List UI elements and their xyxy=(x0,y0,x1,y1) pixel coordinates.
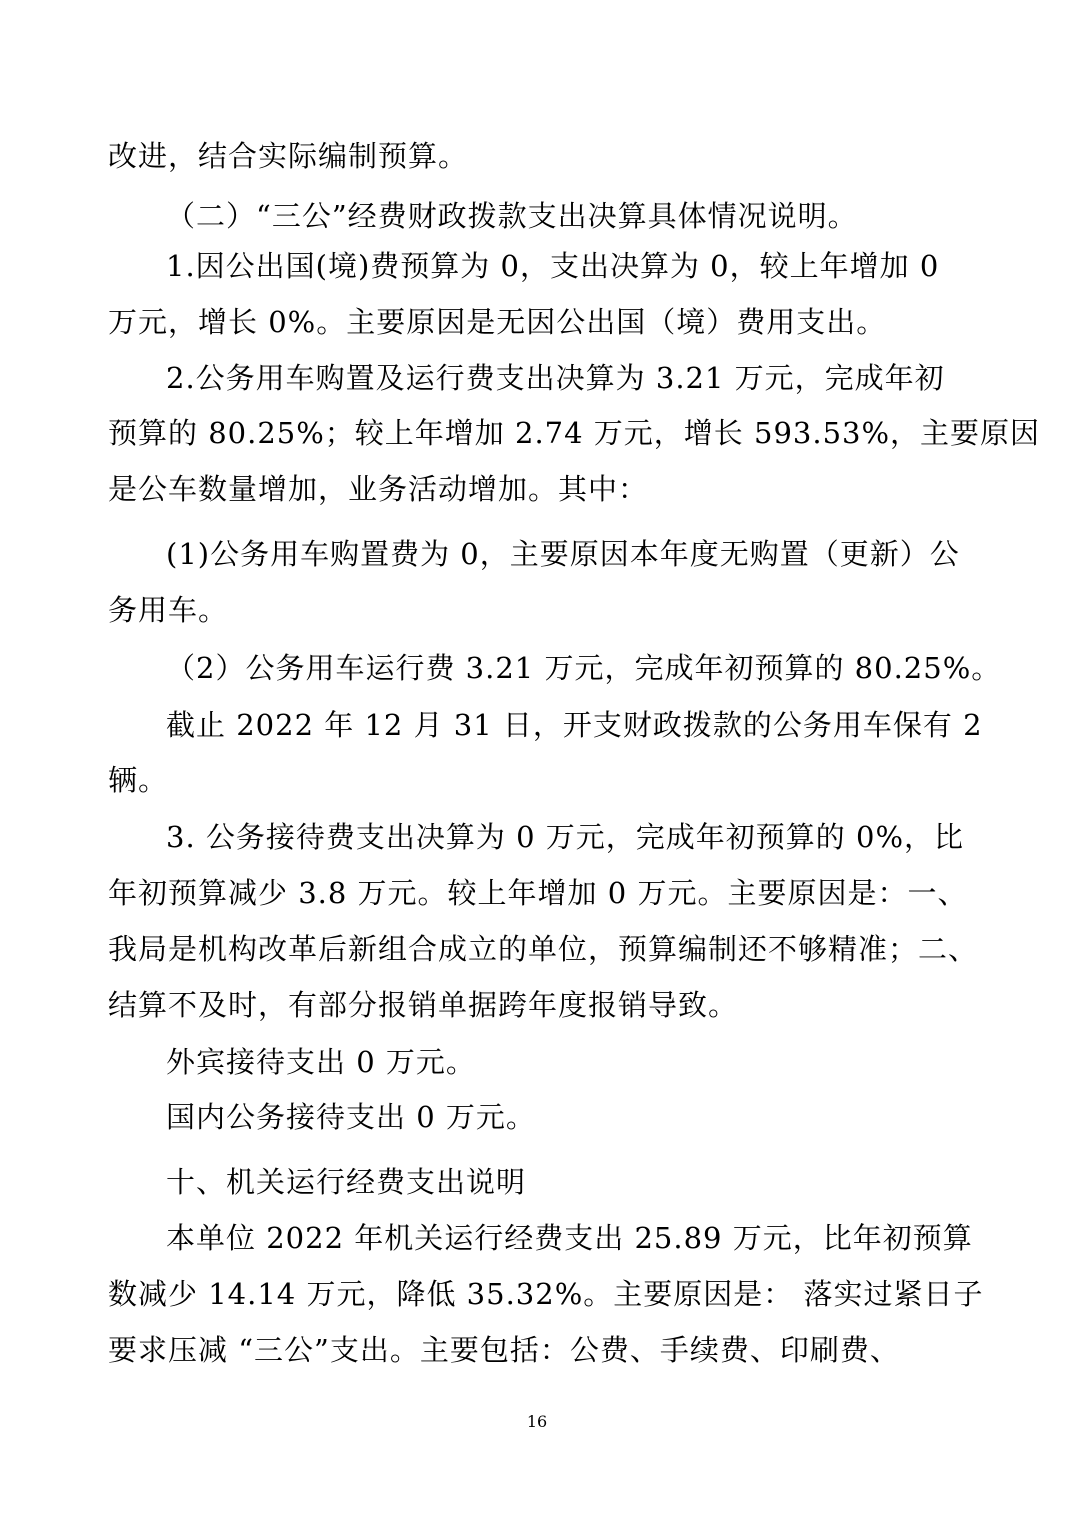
body-line: 截止 2022 年 12 月 31 日，开支财政拨款的公务用车保有 2 xyxy=(166,708,983,742)
body-line: 务用车。 xyxy=(108,593,229,627)
body-line: 数减少 14.14 万元，降低 35.32%。主要原因是： 落实过紧日子 xyxy=(108,1277,984,1311)
body-line: 要求压减 “三公”支出。主要包括：公费、手续费、印刷费、 xyxy=(108,1333,900,1367)
body-line: 年初预算减少 3.8 万元。较上年增加 0 万元。主要原因是：一、 xyxy=(108,876,968,910)
section-heading: 十、机关运行经费支出说明 xyxy=(166,1165,527,1199)
body-line: 外宾接待支出 0 万元。 xyxy=(166,1045,476,1079)
body-line: 本单位 2022 年机关运行经费支出 25.89 万元，比年初预算 xyxy=(166,1221,973,1255)
body-line: (1)公务用车购置费为 0，主要原因本年度无购置（更新）公 xyxy=(166,537,960,571)
body-line: 是公车数量增加，业务活动增加。其中： xyxy=(108,472,649,506)
body-line: 预算的 80.25%；较上年增加 2.74 万元，增长 593.53%，主要原因 xyxy=(108,416,1041,450)
body-line: 结算不及时，有部分报销单据跨年度报销导致。 xyxy=(108,988,739,1022)
body-line: 我局是机构改革后新组合成立的单位，预算编制还不够精准；二、 xyxy=(108,932,979,966)
body-line: 1.因公出国(境)费预算为 0，支出决算为 0，较上年增加 0 xyxy=(166,249,940,283)
body-line: 国内公务接待支出 0 万元。 xyxy=(166,1100,536,1134)
body-line: 万元，增长 0%。主要原因是无因公出国（境）费用支出。 xyxy=(108,305,887,339)
body-line-continuation: 改进，结合实际编制预算。 xyxy=(108,139,469,173)
page-number: 16 xyxy=(526,1412,548,1431)
body-line: （2）公务用车运行费 3.21 万元，完成年初预算的 80.25%。 xyxy=(166,651,1002,685)
body-line: 2.公务用车购置及运行费支出决算为 3.21 万元，完成年初 xyxy=(166,361,945,395)
body-line: 3. 公务接待费支出决算为 0 万元，完成年初预算的 0%，比 xyxy=(166,820,964,854)
section-subheading: （二）“三公”经费财政拨款支出决算具体情况说明。 xyxy=(166,199,858,233)
body-line: 辆。 xyxy=(108,763,169,797)
